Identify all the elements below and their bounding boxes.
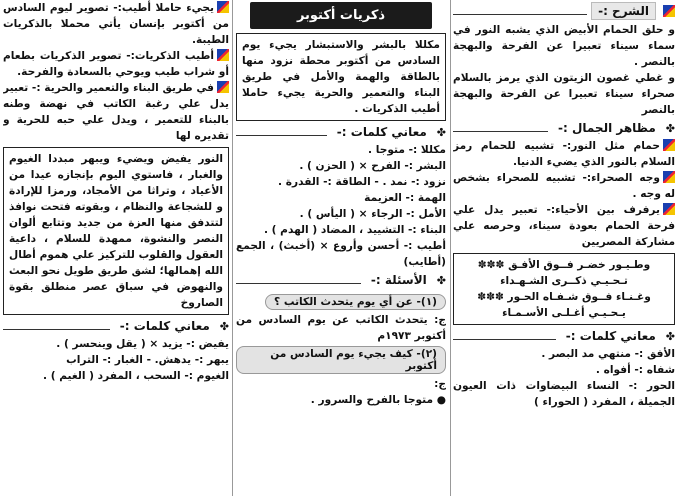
flag-bullet-icon bbox=[663, 139, 675, 151]
poem-line: يـحـيـي أغـلـى الأسـمـاء bbox=[502, 307, 626, 319]
column-middle bbox=[236, 0, 446, 496]
star-bullet-icon: ✤ bbox=[665, 329, 675, 343]
jamal-item: وجه الصحراء:- تشبيه للصحراء بشخص له وجه . bbox=[453, 172, 675, 200]
word-meaning: البناء :- التشييد ، المضاد ( الهدم ) . bbox=[263, 224, 446, 236]
flag-bullet-icon bbox=[663, 203, 675, 215]
heading-rule bbox=[236, 283, 361, 284]
passage-text: النور يفيض ويضيء ويبهر مبددا الغيوم والغبار ، فاستوي اليوم بإنجازه عيدا من الأعياد ، وتراثا من الأمجاد، ورمزا للإرادة و للشجاعة والنظام ، وبقوته فتحت نوافذ لتتدفق منها العزة من جديد وتتابع ألوان النصر والنشوة، ممهدة للسلام ، داعية العقول والقلوب للتركيز علي هموم أطال الله إهمالها؛ لشق طريق طويل نحو البعث والنهوض في سباق عصر منطلق بقوة الصاروخ bbox=[9, 153, 223, 309]
question-1: (١)- عن أي يوم يتحدث الكاتب ؟ bbox=[265, 294, 446, 310]
column-right bbox=[453, 0, 675, 496]
word-meaning: الأفق :- منتهي مد البصر . bbox=[541, 348, 675, 360]
poem-line: وغـنـاء فــوق شـفـاه الحـور ✽✽✽ bbox=[477, 291, 651, 303]
heading-rule bbox=[453, 14, 587, 15]
answer-2-label: ج: bbox=[434, 378, 446, 390]
flag-bullet-icon bbox=[217, 81, 229, 93]
intro-box bbox=[236, 33, 446, 121]
flag-bullet-icon bbox=[217, 1, 229, 13]
word-meaning: الحور :- النساء البيضاوات ذات العيون الجميلة ، المفرد ( الحوراء ) bbox=[453, 380, 675, 408]
word-meaning: أطيب :- أحسن وأروع × (أخبث) ، الجمع (أطايب) bbox=[236, 240, 446, 268]
word-meaning: الغيوم :- السحب ، المفرد ( الغيم ) . bbox=[42, 370, 229, 382]
column-divider bbox=[232, 0, 233, 496]
word-meaning: مكللا :- متوجا . bbox=[368, 144, 446, 156]
word-meaning: يفيض :- يزيد × ( يقل وينحسر ) . bbox=[56, 338, 229, 350]
section-heading-sharh: الشرح :- bbox=[453, 2, 675, 20]
poem-line: تـحـيـي ذكــرى الشـهـداء bbox=[500, 275, 628, 287]
column-left bbox=[3, 0, 229, 496]
imagery-item: يجيء حاملا أطيب:- تصوير ليوم السادس من أكتوبر بإنسان يأتي محملا بالذكريات الطيبة. bbox=[3, 2, 229, 46]
star-bullet-icon: ✤ bbox=[665, 121, 675, 135]
word-meaning: شفاه :- أفواه . bbox=[595, 364, 675, 376]
heading-rule bbox=[236, 135, 327, 136]
heading-rule bbox=[453, 131, 548, 132]
section-heading-maani: ✤ معاني كلمات :- bbox=[3, 318, 229, 334]
lesson-title: ذكريات أكتوبر bbox=[250, 2, 432, 29]
section-heading-jamal: ✤ مظاهر الجمال :- bbox=[453, 120, 675, 136]
word-meaning: نزود :- نمد . - الطاقة :- القدرة . bbox=[278, 176, 446, 188]
intro-paragraph: مكللا بالبشر والاستبشار يجيء يوم السادس من أكتوبر محطة نزود منها بالطاقة والهمة والأمل في طريق البناء والتعمير والحرية يجيء حاملا أطيب الذكريات . bbox=[242, 39, 440, 115]
section-heading-maani: ✤ معاني كلمات :- bbox=[236, 124, 446, 140]
word-meaning: البشر :- الفرح × ( الحزن ) . bbox=[299, 160, 446, 172]
flag-bullet-icon bbox=[217, 49, 229, 61]
word-meaning: الهمة :- العزيمة bbox=[364, 192, 446, 204]
jamal-item: حمام مثل النور:- تشبيه للحمام رمز السلام بالنور الذي يضيء الدنيا. bbox=[453, 140, 675, 168]
passage-box bbox=[3, 147, 229, 315]
flag-bullet-icon bbox=[663, 5, 675, 17]
answer-1: ج: يتحدث الكاتب عن يوم السادس من أكتوبر ١٩٧٣م bbox=[236, 314, 446, 342]
question-2: (٢)- كيف يجيء يوم السادس من أكتوبر bbox=[236, 346, 446, 374]
word-meaning: الأمل :- الرجاء × ( اليأس ) . bbox=[299, 208, 446, 220]
star-bullet-icon: ✤ bbox=[436, 125, 446, 139]
sharh-paragraph: و حلق الحمام الأبيض الذي يشبه النور في سماء سيناء تعبيرا عن الفرحة والبهجة بالنصر . bbox=[453, 24, 675, 68]
section-heading-asila: ✤ الأسئلة :- bbox=[236, 272, 446, 288]
poem-box bbox=[453, 253, 675, 325]
column-divider bbox=[450, 0, 451, 496]
answer-2-bullet: ● متوجا بالفرح والسرور . bbox=[310, 394, 446, 406]
poem-line: وطـيـور خضـر فــوق الأفـق ✽✽✽ bbox=[477, 259, 651, 271]
imagery-item: أطيب الذكريات:- تصوير الذكريات بطعام أو شراب طيب ويوحي بالسعادة والفرحة. bbox=[3, 50, 229, 78]
imagery-item: في طريق البناء والتعمير والحرية :- تعبير يدل علي رغبة الكاتب في نهضة وطنه بالبناء للتعمير ، ويدل علي حبه للحرية و تقديره لها bbox=[3, 82, 229, 142]
star-bullet-icon: ✤ bbox=[436, 273, 446, 287]
sharh-paragraph: و غطي غصون الزيتون الذي يرمز بالسلام صحراء سيناء تعبيرا عن الفرحة والبهجة بالنصر bbox=[453, 72, 675, 116]
heading-rule bbox=[453, 339, 556, 340]
section-heading-maani: ✤ معاني كلمات :- bbox=[453, 328, 675, 344]
flag-bullet-icon bbox=[663, 171, 675, 183]
word-meaning: يبهر :- يدهش. - الغبار :- التراب bbox=[66, 354, 229, 366]
star-bullet-icon: ✤ bbox=[219, 319, 229, 333]
jamal-item: يرفرف بين الأحياء:- تعبير يدل علي فرحة الحمام بعودة سيناء، وحرصه علي مشاركة المصريين bbox=[453, 204, 675, 248]
heading-rule bbox=[3, 329, 110, 330]
